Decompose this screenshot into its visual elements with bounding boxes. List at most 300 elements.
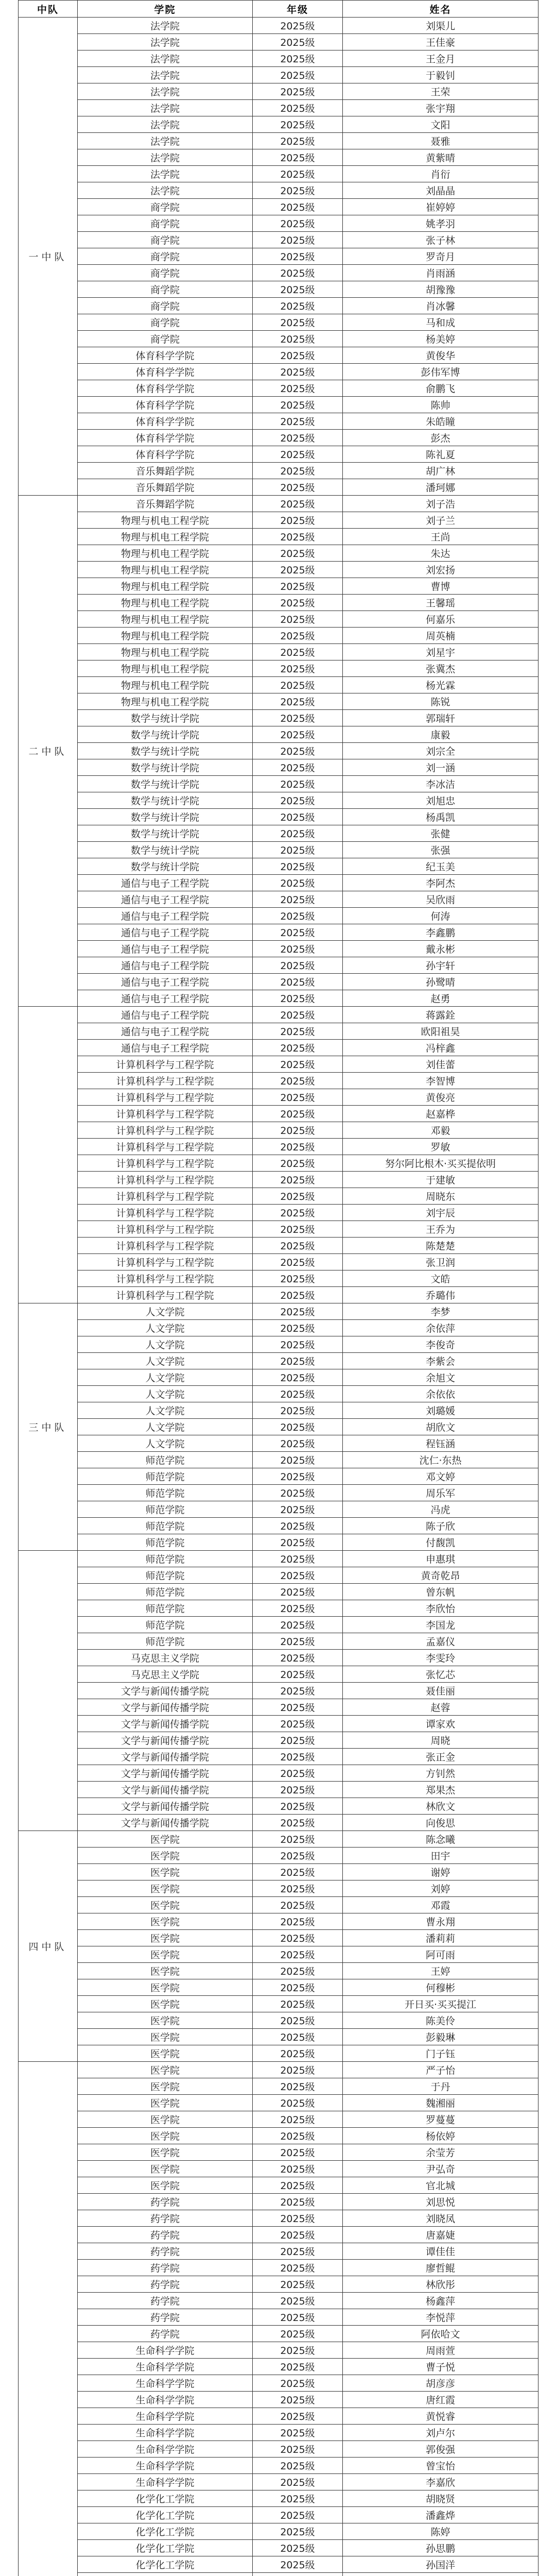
name-cell: 周晓 bbox=[343, 1732, 538, 1749]
header-squad: 中队 bbox=[19, 1, 78, 18]
college-cell: 医学院 bbox=[78, 1831, 253, 1848]
table-row bbox=[19, 281, 538, 298]
name-cell: 彭伟军博 bbox=[343, 364, 538, 380]
table-row bbox=[19, 1913, 538, 1930]
college-cell: 人文学院 bbox=[78, 1369, 253, 1386]
name-cell: 李悦萍 bbox=[343, 2309, 538, 2326]
table-row bbox=[19, 743, 538, 759]
name-cell: 聂雅 bbox=[343, 133, 538, 149]
college-cell: 医学院 bbox=[78, 1996, 253, 2012]
grade-cell: 2025级 bbox=[253, 529, 343, 545]
college-cell: 体育科学学院 bbox=[78, 430, 253, 446]
grade-cell: 2025级 bbox=[253, 2375, 343, 2392]
name-cell: 陈婷 bbox=[343, 2523, 538, 2540]
college-cell: 药学院 bbox=[78, 2276, 253, 2293]
college-cell: 师范学院 bbox=[78, 1518, 253, 1534]
name-cell: 崔婷婷 bbox=[343, 199, 538, 215]
grade-cell: 2025级 bbox=[253, 2425, 343, 2441]
table-row bbox=[19, 2029, 538, 2045]
header-grade: 年级 bbox=[253, 1, 343, 18]
grade-cell: 2025级 bbox=[253, 2078, 343, 2095]
grade-cell: 2025级 bbox=[253, 941, 343, 957]
college-cell: 医学院 bbox=[78, 1913, 253, 1930]
grade-cell: 2025级 bbox=[253, 2309, 343, 2326]
name-cell: 黄悦睿 bbox=[343, 2408, 538, 2425]
college-cell: 法学院 bbox=[78, 100, 253, 116]
name-cell: 林欣彤 bbox=[343, 2276, 538, 2293]
grade-cell: 2025级 bbox=[253, 1336, 343, 1353]
header-college: 学院 bbox=[78, 1, 253, 18]
name-cell: 陈锐 bbox=[343, 693, 538, 710]
table-row bbox=[19, 1303, 538, 1320]
college-cell: 通信与电子工程学院 bbox=[78, 957, 253, 974]
table-row bbox=[19, 1732, 538, 1749]
name-cell: 邓霞 bbox=[343, 1897, 538, 1913]
roster-body bbox=[19, 18, 538, 2576]
grade-cell: 2025级 bbox=[253, 759, 343, 776]
college-cell: 数学与统计学院 bbox=[78, 759, 253, 776]
table-row bbox=[19, 1633, 538, 1650]
table-row bbox=[19, 2177, 538, 2194]
name-cell: 潘莉莉 bbox=[343, 1930, 538, 1946]
college-cell: 师范学院 bbox=[78, 1584, 253, 1600]
name-cell: 刘思悦 bbox=[343, 2194, 538, 2210]
name-cell: 廖哲鲲 bbox=[343, 2260, 538, 2276]
name-cell: 张卫润 bbox=[343, 1254, 538, 1270]
college-cell: 人文学院 bbox=[78, 1353, 253, 1369]
table-row bbox=[19, 595, 538, 611]
college-cell: 化学化工学院 bbox=[78, 2540, 253, 2556]
name-cell: 李鑫鹏 bbox=[343, 924, 538, 941]
name-cell: 林欣文 bbox=[343, 1798, 538, 1815]
table-row bbox=[19, 18, 538, 34]
grade-cell: 2025级 bbox=[253, 298, 343, 314]
grade-cell: 2025级 bbox=[253, 1600, 343, 1617]
table-row bbox=[19, 875, 538, 891]
college-cell: 生命科学学院 bbox=[78, 2474, 253, 2490]
table-row bbox=[19, 1996, 538, 2012]
roster-table-container bbox=[18, 0, 538, 2576]
college-cell: 法学院 bbox=[78, 182, 253, 199]
college-cell: 计算机科学与工程学院 bbox=[78, 1287, 253, 1303]
name-cell: 张子林 bbox=[343, 232, 538, 248]
college-cell: 计算机科学与工程学院 bbox=[78, 1073, 253, 1089]
college-cell: 计算机科学与工程学院 bbox=[78, 1089, 253, 1106]
college-cell: 计算机科学与工程学院 bbox=[78, 1254, 253, 1270]
college-cell: 药学院 bbox=[78, 2293, 253, 2309]
college-cell: 药学院 bbox=[78, 2194, 253, 2210]
grade-cell: 2025级 bbox=[253, 825, 343, 842]
name-cell: 戴永彬 bbox=[343, 941, 538, 957]
college-cell: 计算机科学与工程学院 bbox=[78, 1172, 253, 1188]
name-cell: 杨依婷 bbox=[343, 2128, 538, 2144]
table-row bbox=[19, 1946, 538, 1963]
grade-cell: 2025级 bbox=[253, 1221, 343, 1238]
table-row bbox=[19, 957, 538, 974]
table-row bbox=[19, 496, 538, 512]
name-cell: 彭毅琳 bbox=[343, 2029, 538, 2045]
college-cell: 商学院 bbox=[78, 215, 253, 232]
college-cell: 文学与新闻传播学院 bbox=[78, 1716, 253, 1732]
name-cell: 唐嘉婕 bbox=[343, 2227, 538, 2243]
college-cell: 药学院 bbox=[78, 2210, 253, 2227]
grade-cell bbox=[253, 2573, 343, 2576]
college-cell: 人文学院 bbox=[78, 1336, 253, 1353]
college-cell: 师范学院 bbox=[78, 1551, 253, 1567]
table-row bbox=[19, 1518, 538, 1534]
name-cell: 何穆彬 bbox=[343, 1979, 538, 1996]
table-row bbox=[19, 529, 538, 545]
table-row bbox=[19, 215, 538, 232]
name-cell: 罗敏 bbox=[343, 1139, 538, 1155]
college-cell: 医学院 bbox=[78, 1930, 253, 1946]
name-cell: 黄俊亮 bbox=[343, 1089, 538, 1106]
table-row bbox=[19, 149, 538, 166]
college-cell: 法学院 bbox=[78, 83, 253, 100]
college-cell: 生命科学学院 bbox=[78, 2375, 253, 2392]
squad-cell bbox=[19, 2062, 78, 2576]
table-row bbox=[19, 1353, 538, 1369]
college-cell: 师范学院 bbox=[78, 1468, 253, 1485]
college-cell: 法学院 bbox=[78, 149, 253, 166]
grade-cell: 2025级 bbox=[253, 1386, 343, 1402]
college-cell: 物理与机电工程学院 bbox=[78, 611, 253, 628]
name-cell: 陈楚楚 bbox=[343, 1238, 538, 1254]
name-cell: 胡彦彦 bbox=[343, 2375, 538, 2392]
college-cell bbox=[78, 2573, 253, 2576]
grade-cell: 2025级 bbox=[253, 545, 343, 562]
table-row bbox=[19, 1798, 538, 1815]
grade-cell: 2025级 bbox=[253, 1946, 343, 1963]
college-cell: 法学院 bbox=[78, 34, 253, 50]
grade-cell: 2025级 bbox=[253, 611, 343, 628]
table-row bbox=[19, 1402, 538, 1419]
name-cell: 肖雨涵 bbox=[343, 265, 538, 281]
name-cell: 李智博 bbox=[343, 1073, 538, 1089]
name-cell: 刘晓凤 bbox=[343, 2210, 538, 2227]
college-cell: 医学院 bbox=[78, 2128, 253, 2144]
name-cell: 纪玉美 bbox=[343, 858, 538, 875]
name-cell: 胡广林 bbox=[343, 463, 538, 479]
name-cell: 刘一涵 bbox=[343, 759, 538, 776]
name-cell: 陈帅 bbox=[343, 397, 538, 413]
name-cell: 康毅 bbox=[343, 726, 538, 743]
grade-cell: 2025级 bbox=[253, 1683, 343, 1699]
college-cell: 计算机科学与工程学院 bbox=[78, 1188, 253, 1205]
college-cell: 通信与电子工程学院 bbox=[78, 891, 253, 908]
name-cell: 周乐军 bbox=[343, 1485, 538, 1501]
table-row bbox=[19, 2012, 538, 2029]
college-cell: 文学与新闻传播学院 bbox=[78, 1815, 253, 1831]
table-row bbox=[19, 512, 538, 529]
table-row bbox=[19, 298, 538, 314]
table-row bbox=[19, 2045, 538, 2062]
college-cell: 物理与机电工程学院 bbox=[78, 628, 253, 644]
grade-cell: 2025级 bbox=[253, 1963, 343, 1979]
college-cell: 商学院 bbox=[78, 331, 253, 347]
college-cell: 法学院 bbox=[78, 133, 253, 149]
college-cell: 法学院 bbox=[78, 18, 253, 34]
table-row bbox=[19, 611, 538, 628]
college-cell: 药学院 bbox=[78, 2227, 253, 2243]
name-cell: 刘子浩 bbox=[343, 496, 538, 512]
name-cell: 张强 bbox=[343, 842, 538, 858]
grade-cell: 2025级 bbox=[253, 1485, 343, 1501]
table-row bbox=[19, 2490, 538, 2507]
college-cell: 商学院 bbox=[78, 232, 253, 248]
table-row bbox=[19, 1765, 538, 1782]
grade-cell: 2025级 bbox=[253, 397, 343, 413]
college-cell: 医学院 bbox=[78, 1880, 253, 1897]
college-cell: 数学与统计学院 bbox=[78, 726, 253, 743]
table-row bbox=[19, 1073, 538, 1089]
name-cell: 何嘉乐 bbox=[343, 611, 538, 628]
table-row bbox=[19, 660, 538, 677]
table-row bbox=[19, 792, 538, 809]
college-cell: 体育科学学院 bbox=[78, 380, 253, 397]
name-cell: 赵嘉桦 bbox=[343, 1106, 538, 1122]
name-cell: 方钊然 bbox=[343, 1765, 538, 1782]
college-cell: 数学与统计学院 bbox=[78, 710, 253, 726]
college-cell: 人文学院 bbox=[78, 1402, 253, 1419]
table-row bbox=[19, 1369, 538, 1386]
grade-cell: 2025级 bbox=[253, 1584, 343, 1600]
grade-cell: 2025级 bbox=[253, 1699, 343, 1716]
name-cell: 努尔阿比根木·买买提依明 bbox=[343, 1155, 538, 1172]
table-row bbox=[19, 2078, 538, 2095]
grade-cell: 2025级 bbox=[253, 34, 343, 50]
table-row bbox=[19, 347, 538, 364]
name-cell: 王馨瑶 bbox=[343, 595, 538, 611]
grade-cell: 2025级 bbox=[253, 2012, 343, 2029]
table-row bbox=[19, 2556, 538, 2573]
grade-cell: 2025级 bbox=[253, 446, 343, 463]
name-cell: 于毅钊 bbox=[343, 67, 538, 83]
table-row bbox=[19, 1122, 538, 1139]
table-row bbox=[19, 1567, 538, 1584]
grade-cell: 2025级 bbox=[253, 1106, 343, 1122]
table-row bbox=[19, 545, 538, 562]
grade-cell: 2025级 bbox=[253, 248, 343, 265]
college-cell: 医学院 bbox=[78, 2111, 253, 2128]
grade-cell: 2025级 bbox=[253, 1205, 343, 1221]
name-cell: 王尚 bbox=[343, 529, 538, 545]
table-row bbox=[19, 2359, 538, 2375]
name-cell: 周雨萱 bbox=[343, 2342, 538, 2359]
grade-cell: 2025级 bbox=[253, 1089, 343, 1106]
college-cell: 师范学院 bbox=[78, 1633, 253, 1650]
table-row bbox=[19, 1864, 538, 1880]
table-row bbox=[19, 2474, 538, 2490]
college-cell: 体育科学学院 bbox=[78, 446, 253, 463]
name-cell: 程钰涵 bbox=[343, 1435, 538, 1452]
college-cell: 医学院 bbox=[78, 1979, 253, 1996]
grade-cell: 2025级 bbox=[253, 2243, 343, 2260]
grade-cell: 2025级 bbox=[253, 1369, 343, 1386]
college-cell: 商学院 bbox=[78, 248, 253, 265]
grade-cell: 2025级 bbox=[253, 562, 343, 578]
college-cell: 医学院 bbox=[78, 2029, 253, 2045]
name-cell: 尹弘奇 bbox=[343, 2161, 538, 2177]
name-cell: 罗奇月 bbox=[343, 248, 538, 265]
grade-cell: 2025级 bbox=[253, 1518, 343, 1534]
table-row bbox=[19, 2425, 538, 2441]
name-cell: 付馥凯 bbox=[343, 1534, 538, 1551]
college-cell: 商学院 bbox=[78, 314, 253, 331]
name-cell: 向俊思 bbox=[343, 1815, 538, 1831]
college-cell: 马克思主义学院 bbox=[78, 1666, 253, 1683]
grade-cell: 2025级 bbox=[253, 1534, 343, 1551]
grade-cell: 2025级 bbox=[253, 2260, 343, 2276]
table-row bbox=[19, 83, 538, 100]
grade-cell: 2025级 bbox=[253, 2062, 343, 2078]
name-cell: 潘珂娜 bbox=[343, 479, 538, 496]
grade-cell: 2025级 bbox=[253, 1056, 343, 1073]
college-cell: 物理与机电工程学院 bbox=[78, 595, 253, 611]
college-cell: 文学与新闻传播学院 bbox=[78, 1782, 253, 1798]
grade-cell: 2025级 bbox=[253, 479, 343, 496]
grade-cell: 2025级 bbox=[253, 792, 343, 809]
squad-cell bbox=[19, 1551, 78, 1831]
college-cell: 生命科学学院 bbox=[78, 2342, 253, 2359]
college-cell: 师范学院 bbox=[78, 1501, 253, 1518]
roster-table bbox=[18, 0, 538, 2576]
name-cell: 王金月 bbox=[343, 50, 538, 67]
grade-cell: 2025级 bbox=[253, 380, 343, 397]
table-row bbox=[19, 1831, 538, 1848]
grade-cell: 2025级 bbox=[253, 924, 343, 941]
table-row bbox=[19, 1930, 538, 1946]
table-row bbox=[19, 1155, 538, 1172]
college-cell: 化学化工学院 bbox=[78, 2556, 253, 2573]
table-row bbox=[19, 1815, 538, 1831]
table-row bbox=[19, 50, 538, 67]
college-cell: 师范学院 bbox=[78, 1617, 253, 1633]
grade-cell: 2025级 bbox=[253, 512, 343, 529]
name-cell: 余莹芳 bbox=[343, 2144, 538, 2161]
table-row bbox=[19, 1238, 538, 1254]
name-cell: 黄紫晴 bbox=[343, 149, 538, 166]
table-row bbox=[19, 1336, 538, 1353]
table-row bbox=[19, 1683, 538, 1699]
grade-cell: 2025级 bbox=[253, 1353, 343, 1369]
grade-cell: 2025级 bbox=[253, 1732, 343, 1749]
name-cell: 刘星宇 bbox=[343, 644, 538, 660]
grade-cell: 2025级 bbox=[253, 1501, 343, 1518]
grade-cell: 2025级 bbox=[253, 2474, 343, 2490]
table-row bbox=[19, 314, 538, 331]
name-cell: 田宇 bbox=[343, 1848, 538, 1864]
table-row bbox=[19, 644, 538, 660]
college-cell: 计算机科学与工程学院 bbox=[78, 1106, 253, 1122]
grade-cell: 2025级 bbox=[253, 875, 343, 891]
college-cell: 人文学院 bbox=[78, 1320, 253, 1336]
grade-cell: 2025级 bbox=[253, 1419, 343, 1435]
grade-cell: 2025级 bbox=[253, 2293, 343, 2309]
table-row bbox=[19, 1650, 538, 1666]
grade-cell: 2025级 bbox=[253, 1880, 343, 1897]
grade-cell: 2025级 bbox=[253, 1435, 343, 1452]
college-cell: 商学院 bbox=[78, 265, 253, 281]
name-cell: 乔璐伟 bbox=[343, 1287, 538, 1303]
name-cell: 刘宏扬 bbox=[343, 562, 538, 578]
name-cell: 陈礼夏 bbox=[343, 446, 538, 463]
name-cell: 刘婷 bbox=[343, 1880, 538, 1897]
table-row bbox=[19, 578, 538, 595]
grade-cell: 2025级 bbox=[253, 2095, 343, 2111]
table-row bbox=[19, 1040, 538, 1056]
college-cell: 体育科学学院 bbox=[78, 364, 253, 380]
grade-cell: 2025级 bbox=[253, 133, 343, 149]
table-row bbox=[19, 67, 538, 83]
grade-cell: 2025级 bbox=[253, 1831, 343, 1848]
college-cell: 商学院 bbox=[78, 199, 253, 215]
table-row bbox=[19, 380, 538, 397]
grade-cell: 2025级 bbox=[253, 1172, 343, 1188]
college-cell: 文学与新闻传播学院 bbox=[78, 1798, 253, 1815]
grade-cell: 2025级 bbox=[253, 199, 343, 215]
table-row bbox=[19, 2326, 538, 2342]
table-row bbox=[19, 1600, 538, 1617]
college-cell: 计算机科学与工程学院 bbox=[78, 1270, 253, 1287]
table-row bbox=[19, 116, 538, 133]
table-row bbox=[19, 759, 538, 776]
name-cell: 曹永翔 bbox=[343, 1913, 538, 1930]
name-cell: 文皓 bbox=[343, 1270, 538, 1287]
name-cell: 李紫会 bbox=[343, 1353, 538, 1369]
table-row bbox=[19, 199, 538, 215]
grade-cell: 2025级 bbox=[253, 2111, 343, 2128]
table-row bbox=[19, 1666, 538, 1683]
grade-cell: 2025级 bbox=[253, 2144, 343, 2161]
grade-cell: 2025级 bbox=[253, 2458, 343, 2474]
table-row bbox=[19, 1139, 538, 1155]
grade-cell: 2025级 bbox=[253, 2128, 343, 2144]
name-cell: 余旭文 bbox=[343, 1369, 538, 1386]
college-cell: 师范学院 bbox=[78, 1600, 253, 1617]
table-row bbox=[19, 1897, 538, 1913]
grade-cell: 2025级 bbox=[253, 166, 343, 182]
college-cell: 药学院 bbox=[78, 2260, 253, 2276]
college-cell: 医学院 bbox=[78, 1963, 253, 1979]
table-row bbox=[19, 1419, 538, 1435]
college-cell: 通信与电子工程学院 bbox=[78, 1023, 253, 1040]
table-row bbox=[19, 182, 538, 199]
table-row bbox=[19, 479, 538, 496]
table-row bbox=[19, 2161, 538, 2177]
grade-cell: 2025级 bbox=[253, 1782, 343, 1798]
table-row bbox=[19, 1205, 538, 1221]
table-row bbox=[19, 1254, 538, 1270]
college-cell: 法学院 bbox=[78, 116, 253, 133]
name-cell: 陈子欣 bbox=[343, 1518, 538, 1534]
name-cell: 李欣怡 bbox=[343, 1600, 538, 1617]
college-cell: 文学与新闻传播学院 bbox=[78, 1765, 253, 1782]
grade-cell: 2025级 bbox=[253, 891, 343, 908]
college-cell: 计算机科学与工程学院 bbox=[78, 1122, 253, 1139]
grade-cell: 2025级 bbox=[253, 2359, 343, 2375]
name-cell: 姚孝羽 bbox=[343, 215, 538, 232]
grade-cell: 2025级 bbox=[253, 908, 343, 924]
table-row bbox=[19, 924, 538, 941]
name-cell: 朱达 bbox=[343, 545, 538, 562]
grade-cell: 2025级 bbox=[253, 232, 343, 248]
grade-cell: 2025级 bbox=[253, 1023, 343, 1040]
name-cell: 刘宇辰 bbox=[343, 1205, 538, 1221]
name-cell: 曾东帆 bbox=[343, 1584, 538, 1600]
grade-cell: 2025级 bbox=[253, 1402, 343, 1419]
grade-cell: 2025级 bbox=[253, 2045, 343, 2062]
